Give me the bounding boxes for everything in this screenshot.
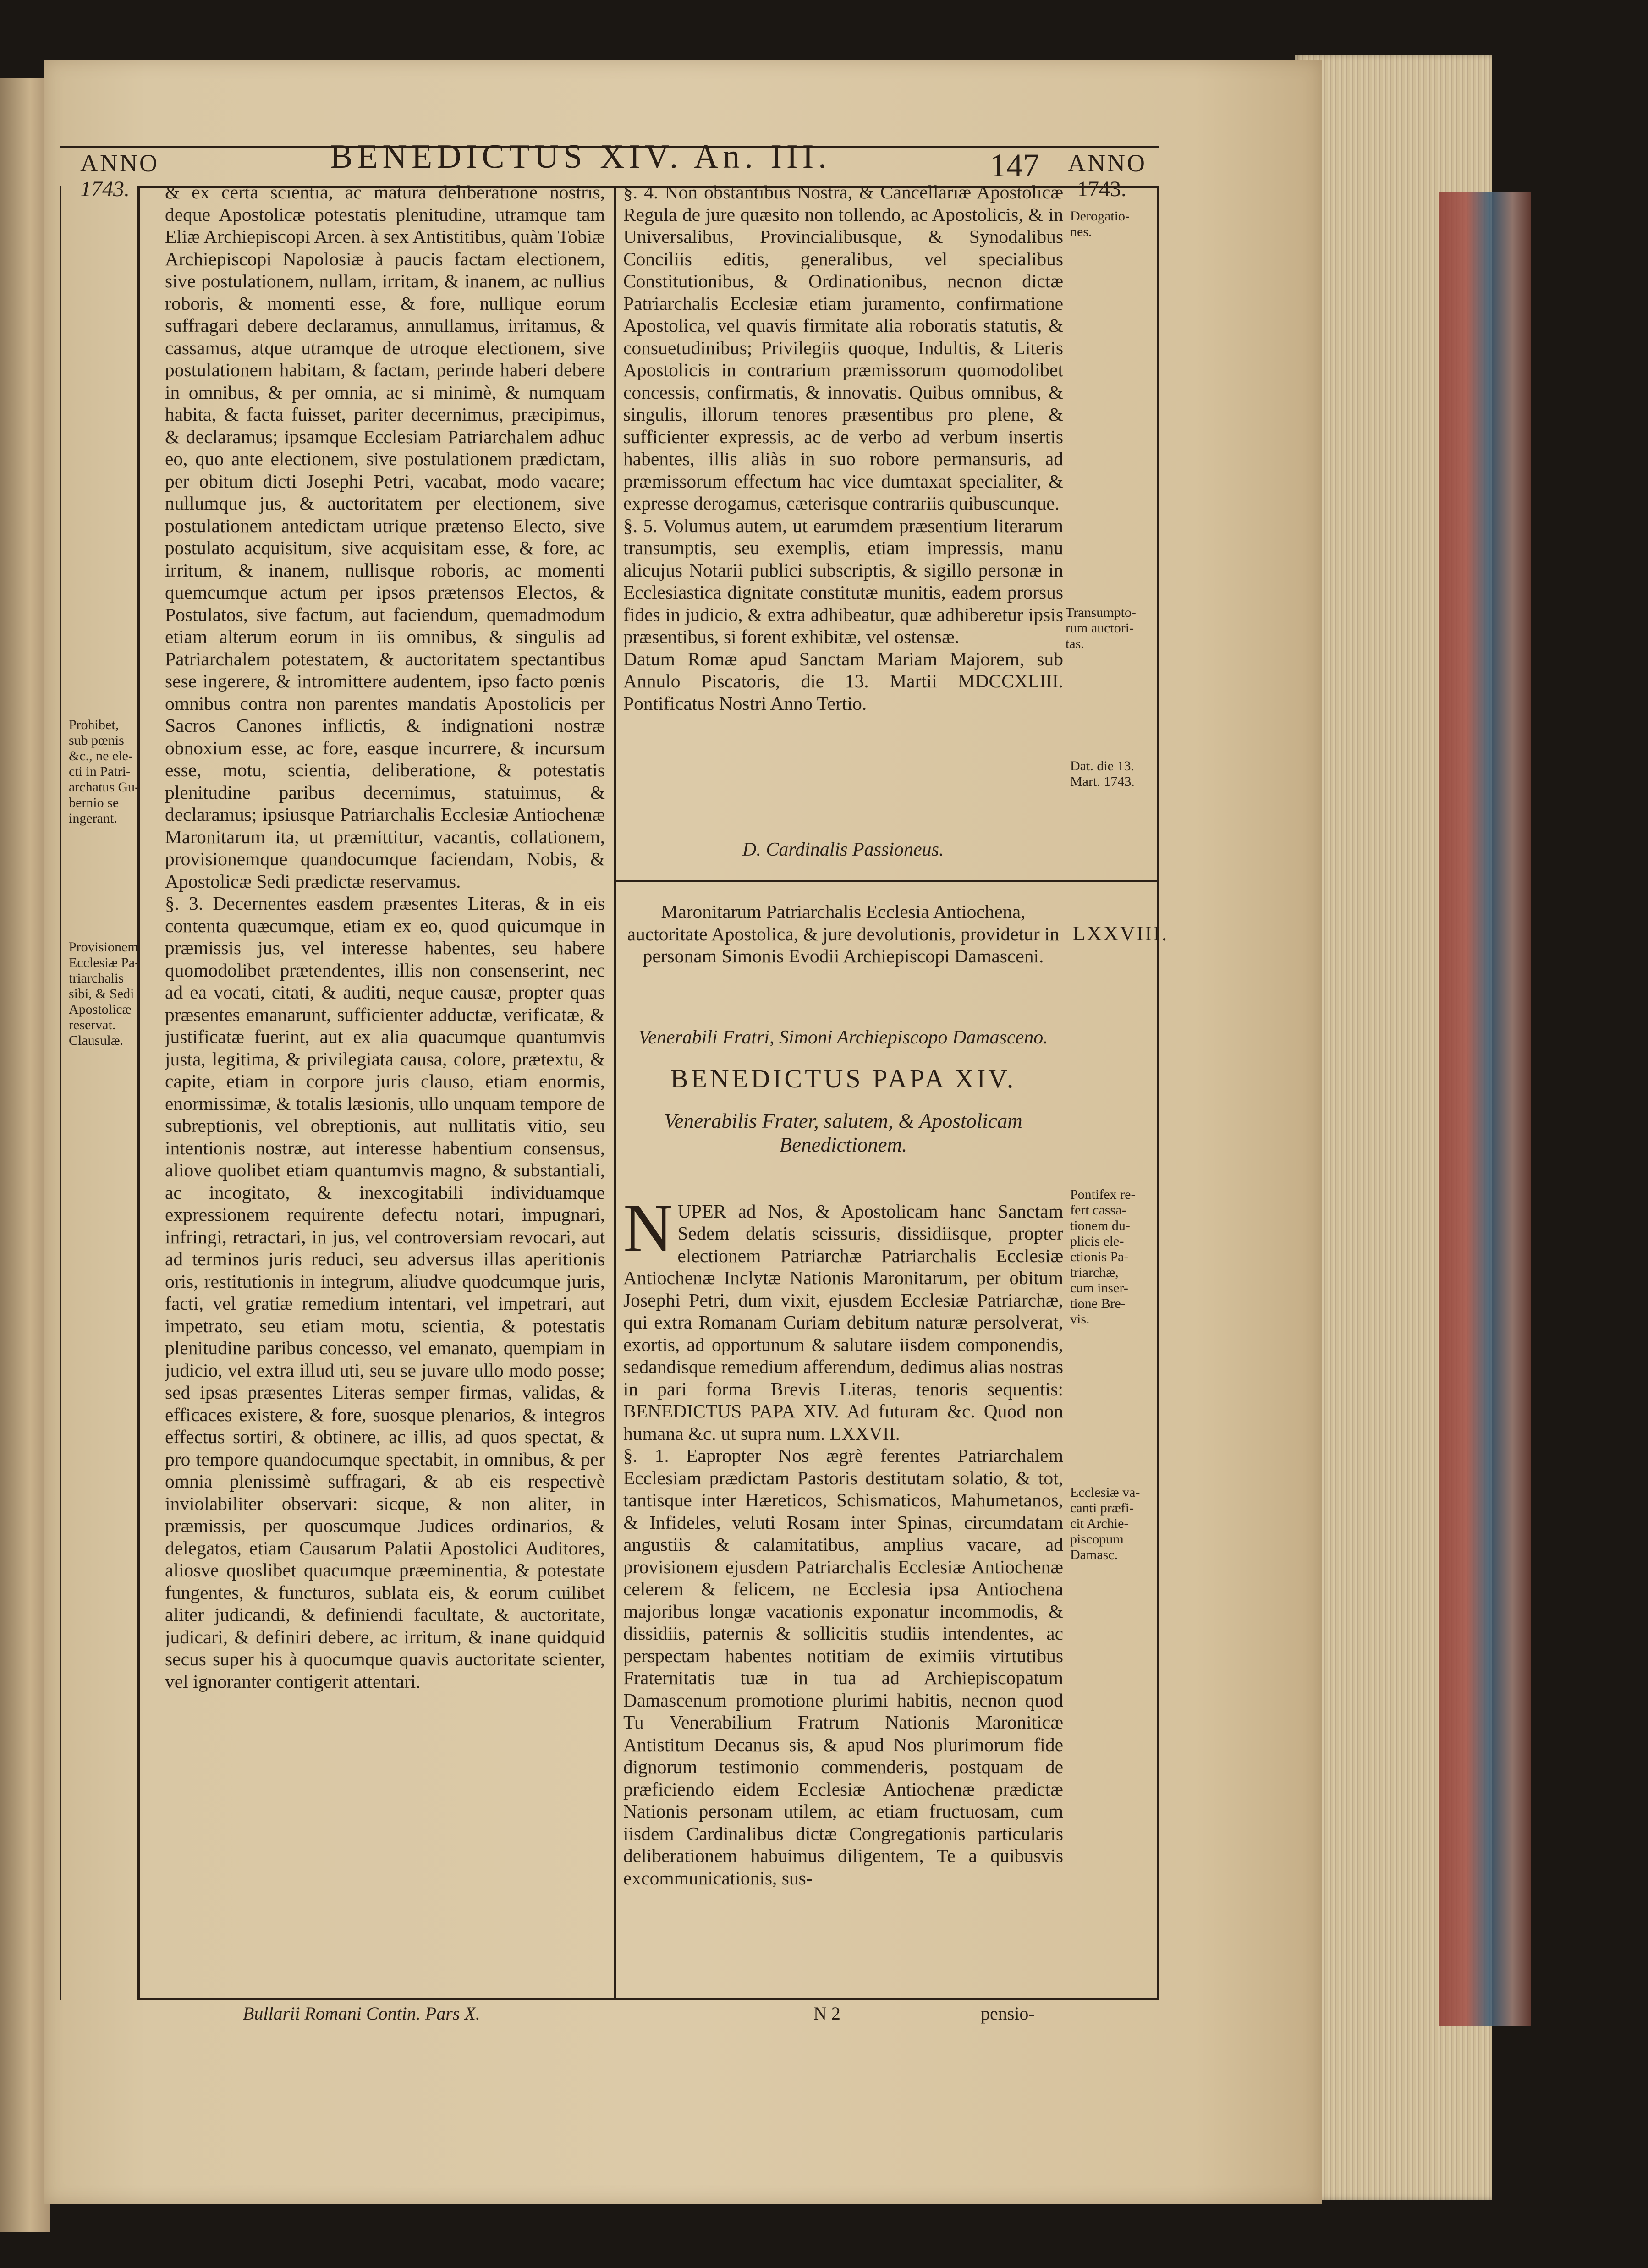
year-left: 1743. [80,177,130,201]
marginal-note-derogationes: Derogatio- nes. [1070,209,1130,239]
anno-left: ANNO [80,149,159,177]
footer-signature-mark: N 2 [813,2003,840,2024]
document-number: LXXVIII. [1072,922,1169,945]
facing-page-edge [0,78,50,2232]
marbled-binding [1439,192,1531,2026]
dropcap: N [623,1190,673,1266]
pope-title: BENEDICTUS PAPA XIV. [670,1064,1016,1093]
body-text: UPER ad Nos, & Apostolicam hanc Sanctam Sedem delatis scissuris, dissidiisque, propter electionem Patriarchæ Patriarchalis Ecclesiæ Antiochenæ Inclytæ Nationis Maronitarum, per obitum Josephi Petri, dum vixit, ejusdem Ecclesiæ Patriarchæ, qui extra Romanam Curiam debitum naturæ persolverat, exortis, ad opportunum & salutare iisdem componendis, sedandisque remedium afferendum, dedimus alias nostras in pari forma Brevis Literas, tenoris sequentis: BENEDICTUS PAPA XIV. Ad futuram &c. Quod non humana &c. ut supra num. LXXVII. §. 1. Eapropter Nos ægrè ferentes Patriarchalem Ecclesiam prædictam Pastoris destitutam solatio, & tot, tantisque inter Hæreticos, Schismaticos, Mahumetanos, & Infideles, veluti Rosam inter Spinas, circumdatam angustiis & calamitatibus, amplius vacare, ad provisionem ejusdem Patriarchalis Ecclesiæ Antiochenæ celerem & felicem, ne Ecclesia ipsa Antiochena majoribus longæ vacationis exponatur incommodis, & dissidiis, paternis & sollicitis studiis intendentes, ac perspectam habentes notitiam de eximiis virtutibus Fraternitatis tuæ in tua ad Archiepiscopatum Damascenum promotione plurimi habitis, necnon quod Tu Venerabilium Fratrum Nationis Maroniticæ Antistitum Decanus sis, & apud Nos plurimorum fide dignorum testimonio commenderis, postquam de præficiendo eidem Ecclesiæ Antiochenæ prædictæ Nationis personam utilem, ac etiam fructuosam, cum iisdem Cardinalibus dictæ Congregationis particularis deliberationem habuimus diligentem, Te a quibusvis excommunicationis, sus- [623,1200,1063,1889]
column-divider [614,188,616,1998]
marginal-note-pontifex: Pontifex re- fert cassa- tionem du- plicis ele- ctionis Pa- triarchæ, cum inser- tione Bre- vis. [1070,1187,1136,1327]
right-column-top-text: §. 4. Non obstantibus Nostra, & Cancellariæ Apostolicæ Regula de jure quæsito non tollendo, ac Apostolicis, & in Universalibus, Provincialibusque, & Synodalibus Conciliis editis, generalibus, vel specialibus Constitutionibus, & Ordinationibus, necnon dictæ Patriarchalis Ecclesiæ etiam juramento, confirmatione Apostolica, vel quavis firmitate alia roboratis statutis, & consuetudinibus; Privilegiis quoque, Indultis, & Literis Apostolicis in contrarium præmissorum quomodolibet concessis, confirmatis, & innovatis. Quibus omnibus, & singulis, illorum tenores præsentibus pro plene, & sufficienter expressis, ac de verbo ad verbum insertis habentes, illis aliàs in suo robore permansuris, ad præmissorum effectum hac vice dumtaxat specialiter, & expresse derogamus, cæterisque contrariis quibuscunque. §. 5. Volumus autem, ut earumdem præsentium literarum transumptis, seu exemplis, etiam impressis, manu alicujus Notarii publici subscriptis, & sigillo personæ in Ecclesiastica dignitate constitutæ munitis, eadem prorsus fides in judicio, & extra adhibeatur, quæ adhiberetur ipsis præsentibus, si forent exhibitæ, vel ostensæ. Datum Romæ apud Sanctam Mariam Majorem, sub Annulo Piscatoris, die 13. Martii MDCCXLIII. Pontificatus Nostri Anno Tertio. [623,181,1063,714]
year-right: 1743. [1077,177,1126,201]
footer-source: Bullarii Romani Contin. Pars X. [243,2003,480,2024]
document-heading: Maronitarum Patriarchalis Ecclesia Antiochena, auctoritate Apostolica, & jure devolutionis, providetur in personam Simonis Evodii Archiepiscopi Damasceni. [627,901,1060,967]
marginal-note-dat: Dat. die 13. Mart. 1743. [1070,758,1135,789]
salutation: Venerabilis Frater, salutem, & Apostolicam Benedictionem. [664,1109,1022,1156]
left-margin-rule [60,186,61,2000]
marginal-note-transumpto: Transumpto- rum auctori- tas. [1066,605,1136,651]
marginal-note-prohibet: Prohibet, sub pœnis &c., ne ele- cti in Patri- archatus Gu- bernio se ingerant. [69,717,140,826]
addressee: Venerabili Fratri, Simoni Archiepiscopo Damasceno. [638,1027,1048,1048]
signature: D. Cardinalis Passioneus. [742,839,944,860]
page-number: 147 [990,147,1039,184]
running-title: BENEDICTUS XIV. An. III. [330,138,831,176]
marginal-note-ecclesiae: Ecclesiæ va- canti præfi- cit Archie- piscopum Damasc. [1070,1485,1140,1562]
marginal-note-provisionem: Provisionem Ecclesiæ Pa- triarchalis sibi, & Sedi Apostolicæ reservat. Clausulæ. [69,939,140,1048]
right-column-body-text [623,1178,1063,1998]
section-separator [616,880,1159,882]
anno-right: ANNO [1068,149,1147,177]
footer-catchword: pensio- [981,2003,1035,2024]
left-column-text: & ex certa scientia, ac matura deliberatione nostris, deque Apostolicæ potestatis plenitudine, utramque tam Eliæ Archiepiscopi Arcen. à sex Antistitibus, quàm Tobiæ Archiepiscopi Napolosiæ à paucis factam electionem, sive postulationem, nullam, irritam, & inanem, ac nullius roboris, & momenti esse, & fore, nullique eorum suffragari debere declaramus, annullamus, irritamus, & cassamus, atque utramque de utroque electionem, sive postulationem habitam, & factam, perinde haberi debere in omnibus, & per omnia, ac si minimè, & numquam habita, & facta fuisset, pariter decernimus, præcipimus, & declaramus; ipsamque Ecclesiam Patriarchalem adhuc eo, quo ante electionem, sive postulationem prædictam, per obitum dicti Josephi Petri, vacabat, modo vacare; nullumque jus, & auctoritatem per electionem, sive postulationem antedictam utrique prætenso Electo, sive postulato acquisitum, sive acquisitam esse, & fore, ac irritum, & inanem, nullisque roboris, ac momenti quemcumque actum per ipsos prætensos Electos, & Postulatos, sive factum, aut faciendum, quemadmodum etiam alterum eorum in iis omnibus, & singulis ad Patriarchalem potestatem, & auctoritatem spectantibus sese ingerere, & intromittere audentem, ipso facto pœnis omnibus contra non parentes mandatis Apostolicis per Sacros Canones inflictis, & indignationi nostræ obnoxium esse, ac fore, easque incurrere, & incursum esse, motu, scientia, deliberatione, & potestatis plenitudine paribus decernimus, statuimus, & declaramus; ipsiusque Patriarchalis Ecclesiæ Antiochenæ Maronitarum ita, ut præmittitur, vacantis, collationem, provisionemque quandocumque faciendam, Nobis, & Apostolicæ Sedi prædictæ reservamus. §. 3. Decernentes easdem præsentes Literas, & in eis contenta quæcumque, etiam ex eo, quod quicumque in præmissis jus, vel interesse habentes, seu habere quomodolibet prætendentes, illis non consenserint, nec ad ea vocati, citati, & auditi, neque causæ, propter quas præsentes emanarunt, sufficienter adductæ, verificatæ, & justificatæ fuerint, aut ex alia quacumque quantumvis justa, legitima, & privilegiata causa, colore, prætextu, & capite, etiam in corpore juris clauso, etiam enormis, enormissimæ, & totalis læsionis, ullo unquam tempore de subreptionis, vel obreptionis, aut nullitatis vitio, seu intentionis nostræ, aut interesse habentium consensus, aliove quolibet etiam quantumvis magno, & substantiali, ac incogitato, & inexcogitabili individuamque expressionem requirente defectu notari, impugnari, infringi, retractari, in jus, vel controversiam revocari, aut ad terminos juris reduci, seu adversus illas aperitionis oris, restitutionis in integrum, aliudve quodcumque juris, facti, vel gratiæ remedium intentari, vel impetrari, aut impetrato, seu etiam motu, scientia, & potestatis plenitudine paribus concesso, vel emanato, quempiam in judicio, vel extra illud uti, seu se juvare ullo modo posse; sed ipsas præsentes Literas semper firmas, validas, & efficaces existere, & fore, suosque plenarios, & integros effectus sortiri, & obtinere, ac illis, ad quos spectat, & pro tempore quandocumque spectabit, in omnibus, & per omnia plenissimè suffragari, & ab eis respectivè inviolabiliter observari: sicque, & non aliter, in præmissis, per quoscumque Judices ordinarios, & delegatos, etiam Causarum Palatii Apostolici Auditores, aliosve quoslibet quacumque præeminentia, & potestate fungentes, & functuros, sublata eis, & eorum cuilibet aliter judicandi, & definiendi facultate, & auctoritate, judicari, & definiri debere, ac irritum, & inane quidquid secus super his à quocumque quavis auctoritate scienter, vel ignoranter contigerit attentari. [165,181,605,1692]
